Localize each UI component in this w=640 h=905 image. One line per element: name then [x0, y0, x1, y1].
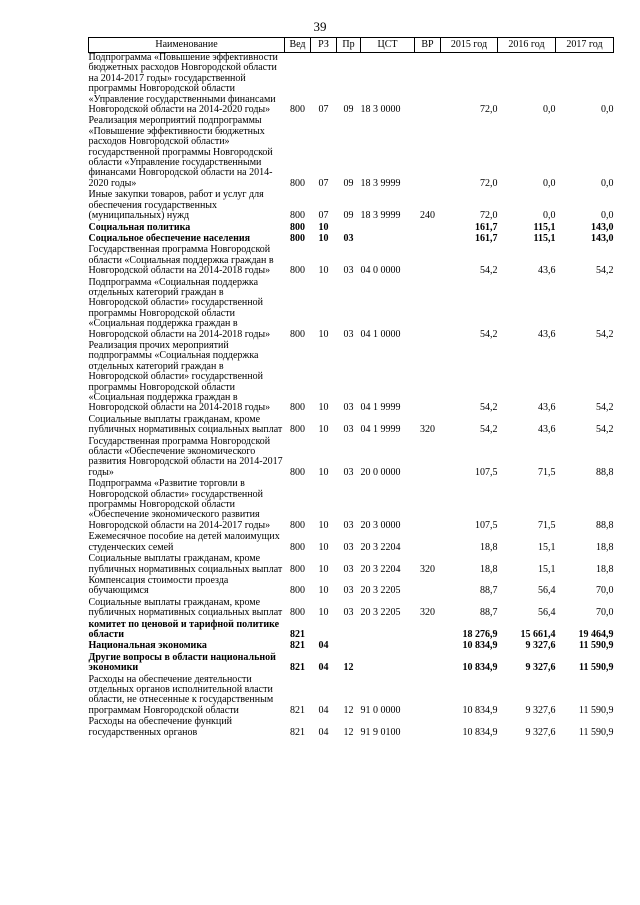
cell-2015: 54,2: [480, 328, 498, 340]
cell-rz: 04: [318, 662, 329, 674]
cell-2016: 43,6: [538, 402, 556, 414]
cell-2017: 54,2: [596, 424, 614, 436]
cell-rz: 10: [318, 519, 329, 531]
cell-ved: 821: [290, 640, 305, 652]
cell-2015: 54,2: [480, 424, 498, 436]
cell-ved: 800: [290, 177, 305, 189]
cell-pr: 03: [343, 424, 354, 436]
cell-vr: [415, 717, 441, 739]
cell-ved: 800: [290, 466, 305, 478]
cell-pr: 03: [343, 585, 354, 597]
cell-2017: 18,8: [596, 541, 614, 553]
cell-2015: 88,7: [480, 585, 498, 597]
cell-name: Подпрограмма «Повышение эффективности бюджетных расходов Новгородской области на 2014-2017 годы» государственной программы Новгородской области «Управление государственными финансами Новгородской области на 2014-2020 годы»: [88, 52, 278, 116]
cell-rz: 10: [318, 232, 329, 244]
cell-name: Реализация мероприятий подпрограммы «Повышение эффективности бюджетных расходов Новгородской области» государственной программы Новгородской области «Управление государственными финансами Новгородской области на 2014-2020 годы»: [88, 115, 273, 189]
cell-pr: 03: [343, 265, 354, 277]
table-row: [89, 598, 614, 620]
cell-2015: 10 834,9: [462, 640, 498, 652]
cell-pr: 09: [343, 210, 354, 222]
cell-vr: 320: [420, 607, 435, 619]
cell-name: Социальная политика: [88, 221, 191, 233]
cell-vr: [415, 653, 441, 675]
cell-2017: 0,0: [601, 104, 614, 116]
cell-pr: 03: [343, 328, 354, 340]
cell-pr: 03: [343, 402, 354, 414]
cell-cst: 20 3 2205: [360, 607, 401, 619]
cell-cst: 20 0 0000: [360, 466, 401, 478]
cell-name: Подпрограмма «Развитие торговли в Новгородской области» государственной программы Новгородской области «Обеспечение экономического развития Новгородской области на 2014-2017 годы»: [88, 478, 271, 531]
cell-name: Реализация прочих мероприятий подпрограммы «Социальная поддержка отдельных категорий граждан в Новгородской области» государственной программы Новгородской области «Социальная поддержка граждан в Новгородской области на 2014-2018 годы»: [88, 339, 271, 414]
table-header-row: [89, 38, 614, 53]
cell-rz: 07: [318, 210, 329, 222]
cell-ved: 800: [290, 607, 305, 619]
cell-cst: 20 3 2204: [360, 563, 401, 575]
cell-2015: 161,7: [475, 221, 498, 233]
cell-vr: [415, 532, 441, 554]
cell-cst: 18 3 9999: [360, 210, 401, 222]
cell-2017: 54,2: [596, 328, 614, 340]
cell-rz: 04: [318, 640, 329, 652]
cell-cst: [361, 223, 415, 234]
cell-vr: 320: [420, 424, 435, 436]
cell-2017: 143,0: [591, 232, 614, 244]
cell-cst: 20 3 0000: [360, 519, 401, 531]
cell-vr: [415, 245, 441, 277]
cell-2016: 15,1: [538, 563, 556, 575]
cell-ved: 821: [290, 704, 305, 716]
cell-2016: 56,4: [538, 585, 556, 597]
cell-cst: 18 3 0000: [360, 104, 401, 116]
cell-2016: 15,1: [538, 541, 556, 553]
cell-2016: 43,6: [538, 328, 556, 340]
cell-ved: 821: [290, 628, 305, 640]
cell-vr: [415, 641, 441, 652]
cell-vr: [415, 479, 441, 532]
cell-2017: 143,0: [591, 221, 614, 233]
cell-2017: 70,0: [596, 607, 614, 619]
table-row: [89, 437, 614, 480]
cell-cst: [361, 641, 415, 652]
cell-2016: 43,6: [538, 424, 556, 436]
table-row: [89, 717, 614, 739]
cell-name: Социальные выплаты гражданам, кроме публичных нормативных социальных выплат: [88, 596, 283, 619]
cell-ved: 800: [290, 563, 305, 575]
cell-pr: 03: [343, 232, 354, 244]
cell-pr: 12: [343, 726, 354, 738]
cell-cst: [361, 653, 415, 675]
cell-2016: 0,0: [543, 104, 556, 116]
cell-2015: 18,8: [480, 541, 498, 553]
cell-2016: 71,5: [538, 519, 556, 531]
cell-2017: 11 590,9: [579, 640, 614, 652]
cell-rz: 10: [318, 221, 329, 233]
header-name: Наименование: [89, 38, 285, 53]
cell-rz: 10: [318, 585, 329, 597]
cell-2015: 10 834,9: [462, 726, 498, 738]
cell-ved: 800: [290, 424, 305, 436]
cell-cst: 18 3 9999: [360, 177, 401, 189]
cell-name: Государственная программа Новгородской области «Обеспечение экономического развития Новгородской области на 2014-2017 годы»: [88, 435, 283, 478]
cell-vr: [415, 53, 441, 117]
table-row: [89, 620, 614, 642]
table-row: [89, 190, 614, 222]
cell-vr: 320: [420, 563, 435, 575]
cell-name: Национальная экономика: [88, 640, 207, 652]
cell-name: Социальное обеспечение населения: [88, 232, 251, 244]
cell-name: Иные закупки товаров, работ и услуг для обеспечения государственных (муниципальных) нужд: [88, 189, 264, 222]
cell-ved: 800: [290, 402, 305, 414]
cell-ved: 800: [290, 265, 305, 277]
cell-2016: 115,1: [533, 232, 556, 244]
cell-pr: 03: [343, 541, 354, 553]
cell-cst: 04 0 0000: [360, 265, 401, 277]
cell-rz: [311, 620, 337, 642]
cell-pr: 03: [343, 563, 354, 575]
header-cst: ЦСТ: [361, 38, 415, 53]
cell-2016: 15 661,4: [520, 628, 556, 640]
cell-vr: [415, 620, 441, 642]
cell-pr: 09: [343, 177, 354, 189]
cell-2016: 9 327,6: [525, 640, 556, 652]
table-row: [89, 675, 614, 718]
cell-pr: 03: [343, 466, 354, 478]
cell-pr: 03: [343, 607, 354, 619]
cell-rz: 07: [318, 104, 329, 116]
cell-2016: 0,0: [543, 210, 556, 222]
table-row: [89, 341, 614, 415]
cell-ved: 800: [290, 328, 305, 340]
header-rz: РЗ: [311, 38, 337, 53]
cell-pr: 09: [343, 104, 354, 116]
cell-2017: 11 590,9: [578, 726, 614, 738]
cell-vr: [415, 116, 441, 190]
cell-2016: 71,5: [538, 466, 556, 478]
table-row: [89, 278, 614, 341]
cell-pr: 03: [343, 519, 354, 531]
cell-pr: 12: [343, 662, 354, 674]
cell-rz: 10: [318, 563, 329, 575]
cell-pr: [337, 620, 361, 642]
cell-2017: 19 464,9: [578, 628, 614, 640]
cell-ved: 821: [290, 726, 305, 738]
cell-cst: 20 3 2205: [360, 585, 401, 597]
cell-name: Социальные выплаты гражданам, кроме публичных нормативных социальных выплат: [88, 413, 283, 436]
table-row: [89, 653, 614, 675]
cell-2017: 88,8: [596, 466, 614, 478]
cell-2017: 18,8: [596, 563, 614, 575]
cell-ved: 800: [290, 221, 305, 233]
cell-ved: 800: [290, 519, 305, 531]
cell-rz: 10: [318, 265, 329, 277]
header-pr: Пр: [337, 38, 361, 53]
cell-pr: [337, 641, 361, 652]
cell-2016: 0,0: [543, 177, 556, 189]
cell-rz: 10: [318, 424, 329, 436]
cell-ved: 800: [290, 541, 305, 553]
cell-2016: 9 327,6: [525, 662, 556, 674]
cell-name: Ежемесячное пособие на детей малоимущих студенческих семей: [88, 531, 280, 553]
page-number: 39: [313, 19, 327, 34]
cell-vr: [415, 341, 441, 415]
cell-vr: [415, 223, 441, 234]
cell-name: Подпрограмма «Социальная поддержка отдельных категорий граждан в Новгородской области» государственной программы Новгородской области «Социальная поддержка граждан в Новгородской области на 2014-2018 годы»: [88, 276, 271, 340]
cell-ved: 800: [290, 232, 305, 244]
cell-vr: [415, 576, 441, 598]
cell-2017: 54,2: [596, 402, 614, 414]
cell-2015: 72,0: [480, 104, 498, 116]
cell-2016: 115,1: [533, 221, 556, 233]
table-row: [89, 576, 614, 598]
cell-rz: 04: [318, 726, 329, 738]
cell-2017: 88,8: [596, 519, 614, 531]
table-row: [89, 245, 614, 277]
cell-2016: 9 327,6: [525, 726, 556, 738]
cell-rz: 10: [318, 607, 329, 619]
cell-cst: 04 1 0000: [360, 328, 401, 340]
cell-name: Социальные выплаты гражданам, кроме публичных нормативных социальных выплат: [88, 553, 283, 575]
cell-2015: 18 276,9: [462, 628, 498, 640]
header-2017: 2017 год: [556, 38, 614, 53]
header-2015: 2015 год: [441, 38, 498, 53]
cell-cst: [361, 620, 415, 642]
cell-cst: 04 1 9999: [360, 402, 401, 414]
cell-2015: 54,2: [480, 265, 498, 277]
cell-2017: 70,0: [596, 585, 614, 597]
table-row: [89, 415, 614, 437]
cell-cst: 04 1 9999: [360, 424, 401, 436]
cell-name: Другие вопросы в области национальной экономики: [88, 651, 276, 674]
cell-2015: 54,2: [480, 402, 498, 414]
cell-rz: 10: [318, 328, 329, 340]
budget-table: [88, 37, 614, 739]
cell-rz: 10: [318, 466, 329, 478]
cell-2015: 72,0: [480, 177, 498, 189]
cell-2016: 43,6: [538, 265, 556, 277]
table-row: [89, 532, 614, 554]
cell-2015: 88,7: [480, 607, 498, 619]
cell-ved: 800: [290, 104, 305, 116]
cell-2017: 54,2: [596, 265, 614, 277]
cell-2017: 11 590,9: [579, 662, 614, 674]
cell-2015: 161,7: [475, 232, 498, 244]
cell-2016: 9 327,6: [525, 704, 556, 716]
cell-cst: [361, 234, 415, 245]
cell-name: Компенсация стоимости проезда обучающимся: [88, 574, 229, 597]
cell-ved: 821: [290, 662, 305, 674]
cell-ved: 800: [290, 210, 305, 222]
cell-2015: 10 834,9: [462, 704, 498, 716]
cell-name: комитет по ценовой и тарифной политике области: [88, 618, 280, 640]
cell-vr: [415, 278, 441, 341]
table-row: [89, 116, 614, 190]
cell-2017: 0,0: [601, 177, 614, 189]
cell-rz: 10: [318, 541, 329, 553]
cell-2015: 18,8: [480, 563, 498, 575]
header-ved: Вед: [285, 38, 311, 53]
cell-pr: 12: [343, 704, 354, 716]
cell-cst: 91 0 0000: [360, 704, 401, 716]
cell-2017: 11 590,9: [578, 704, 614, 716]
cell-rz: 04: [318, 704, 329, 716]
cell-2015: 107,5: [475, 519, 498, 531]
cell-name: Государственная программа Новгородской области «Социальная поддержка граждан в Новгородской области на 2014-2018 годы»: [88, 244, 274, 277]
cell-2017: 0,0: [601, 210, 614, 222]
cell-ved: 800: [290, 585, 305, 597]
cell-vr: 240: [420, 210, 435, 222]
cell-rz: 07: [318, 177, 329, 189]
cell-vr: [415, 437, 441, 480]
cell-2015: 107,5: [475, 466, 498, 478]
table-row: [89, 554, 614, 576]
table-row: [89, 479, 614, 532]
cell-2015: 10 834,9: [462, 662, 498, 674]
cell-rz: 10: [318, 402, 329, 414]
cell-2015: 72,0: [480, 210, 498, 222]
cell-name: Расходы на обеспечение функций государственных органов: [88, 716, 232, 738]
header-vr: ВР: [415, 38, 441, 53]
cell-vr: [415, 234, 441, 245]
table-row: [89, 53, 614, 117]
cell-cst: 91 9 0100: [360, 726, 401, 738]
cell-cst: 20 3 2204: [360, 541, 401, 553]
header-2016: 2016 год: [498, 38, 556, 53]
cell-2016: 56,4: [538, 607, 556, 619]
cell-name: Расходы на обеспечение деятельности отдельных органов исполнительной власти области, не отнесенные к государственным программам Новгородской области: [88, 673, 274, 716]
cell-vr: [415, 675, 441, 718]
